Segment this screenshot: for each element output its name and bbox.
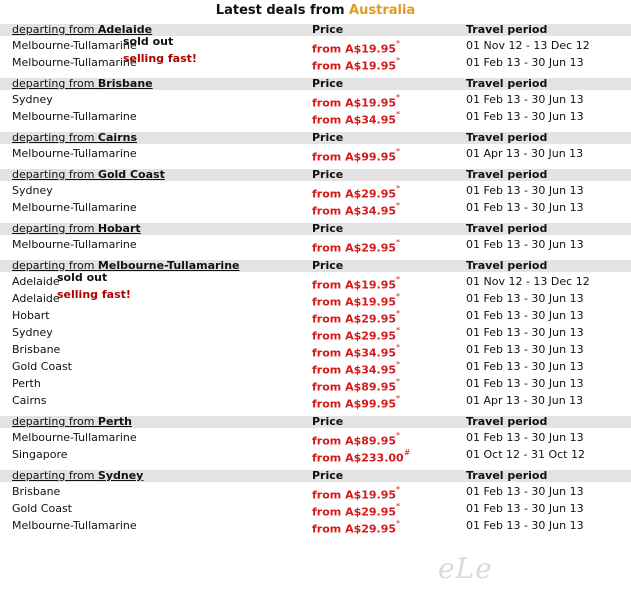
availability-note: sold out [123,35,174,48]
destination: Melbourne-Tullamarine [12,238,137,251]
fare-price[interactable]: from A$99.95* [312,147,401,164]
fare-price[interactable]: from A$19.95* [312,93,401,110]
deal-row[interactable] [0,90,631,110]
fare-price[interactable]: from A$29.95* [312,309,401,326]
fare-price[interactable]: from A$29.95* [312,326,401,343]
deal-row[interactable] [0,482,631,502]
travel-period: 01 Feb 13 - 30 Jun 13 [466,377,584,390]
deal-row[interactable] [0,52,631,73]
deal-row[interactable] [0,499,631,519]
destination: Sydney [12,326,53,339]
section-header [0,24,631,36]
fare-footnote-mark: * [396,394,401,403]
price-column-header: Price [312,168,344,181]
price-column-header: Price [312,131,344,144]
deal-row[interactable] [0,323,631,343]
travel-period-column-header: Travel period [466,469,548,482]
deal-row[interactable] [0,340,631,360]
deal-row[interactable] [0,391,631,411]
travel-period: 01 Feb 13 - 30 Jun 13 [466,343,584,356]
deal-row[interactable] [0,428,631,448]
fare-footnote-mark: * [396,377,401,386]
destination: Hobart [12,309,50,322]
fare-footnote-mark: * [396,238,401,247]
fare-footnote-mark: # [403,448,411,457]
destination: Sydney [12,93,53,106]
fare-price[interactable]: from A$34.95* [312,360,401,377]
deal-row[interactable] [0,198,631,218]
fare-price[interactable]: from A$233.00# [312,448,411,465]
destination: Cairns [12,394,47,407]
travel-period-column-header: Travel period [466,23,548,36]
fare-footnote-mark: * [396,519,401,528]
departing-from-link[interactable]: departing from Melbourne-Tullamarine [12,259,240,272]
destination: Melbourne-Tullamarine [12,110,137,123]
fare-price[interactable]: from A$19.95* [312,485,401,502]
departing-from-link[interactable]: departing from Sydney [12,469,144,482]
fare-footnote-mark: * [396,275,401,284]
destination: Adelaide [12,292,60,305]
destination: Brisbane [12,343,61,356]
destination: Singapore [12,448,68,461]
fare-footnote-mark: * [396,502,401,511]
destination: Melbourne-Tullamarine [12,147,137,160]
deals-table [0,24,631,541]
availability-note: selling fast! [123,52,197,65]
fare-footnote-mark: * [396,93,401,102]
destination: Melbourne-Tullamarine [12,201,137,214]
deal-row[interactable] [0,144,631,164]
deal-row[interactable] [0,35,631,56]
deal-row[interactable] [0,107,631,127]
price-column-header: Price [312,23,344,36]
travel-period: 01 Feb 13 - 30 Jun 13 [466,502,584,515]
watermark: eLe [438,552,493,585]
travel-period: 01 Feb 13 - 30 Jun 13 [466,184,584,197]
departing-from-link[interactable]: departing from Gold Coast [12,168,165,181]
destination: Gold Coast [12,502,72,515]
fare-price[interactable]: from A$29.95* [312,519,401,536]
page-title [0,0,631,24]
travel-period: 01 Feb 13 - 30 Jun 13 [466,326,584,339]
travel-period: 01 Feb 13 - 30 Jun 13 [466,485,584,498]
fare-footnote-mark: * [396,201,401,210]
fare-price[interactable]: from A$89.95* [312,431,401,448]
travel-period-column-header: Travel period [466,222,548,235]
page-title-prefix: Latest deals from [215,3,350,18]
travel-period: 01 Feb 13 - 30 Jun 13 [466,201,584,214]
fare-footnote-mark: * [396,39,401,48]
section-header [0,223,631,235]
fare-price[interactable]: from A$99.95* [312,394,401,411]
fare-footnote-mark: * [396,56,401,65]
travel-period-column-header: Travel period [466,415,548,428]
travel-period-column-header: Travel period [466,259,548,272]
fare-footnote-mark: * [396,147,401,156]
departing-from-link[interactable]: departing from Adelaide [12,23,153,36]
fare-price[interactable]: from A$34.95* [312,343,401,360]
travel-period: 01 Feb 13 - 30 Jun 13 [466,93,584,106]
fare-price[interactable]: from A$19.95* [312,275,401,292]
travel-period-column-header: Travel period [466,77,548,90]
deal-row[interactable] [0,374,631,394]
destination: Gold Coast [12,360,72,373]
travel-period: 01 Feb 13 - 30 Jun 13 [466,431,584,444]
page-title-country: Australia [349,3,416,18]
destination: Melbourne-Tullamarine [12,39,137,52]
fare-footnote-mark: * [396,326,401,335]
travel-period: 01 Feb 13 - 30 Jun 13 [466,360,584,373]
section-header [0,78,631,90]
travel-period-column-header: Travel period [466,168,548,181]
fare-price[interactable]: from A$19.95* [312,56,401,73]
fare-footnote-mark: * [396,431,401,440]
travel-period: 01 Apr 13 - 30 Jun 13 [466,394,584,407]
fare-footnote-mark: * [396,485,401,494]
fare-footnote-mark: * [396,360,401,369]
travel-period: 01 Feb 13 - 30 Jun 13 [466,56,584,69]
destination: Melbourne-Tullamarine [12,519,137,532]
availability-note: sold out [57,271,108,284]
fare-footnote-mark: * [396,292,401,301]
section-header [0,169,631,181]
destination: Sydney [12,184,53,197]
fare-footnote-mark: * [396,343,401,352]
deal-row[interactable] [0,235,631,255]
price-column-header: Price [312,222,344,235]
section-header [0,132,631,144]
destination: Adelaide [12,275,60,288]
deal-row[interactable] [0,288,631,309]
price-column-header: Price [312,469,344,482]
travel-period-column-header: Travel period [466,131,548,144]
deal-row[interactable] [0,516,631,536]
deal-row[interactable] [0,445,631,465]
deal-row[interactable] [0,181,631,201]
fare-price[interactable]: from A$89.95* [312,377,401,394]
section-header [0,416,631,428]
destination: Melbourne-Tullamarine [12,431,137,444]
fare-footnote-mark: * [396,110,401,119]
fare-price[interactable]: from A$34.95* [312,201,401,218]
fare-price[interactable]: from A$29.95* [312,238,401,255]
fare-price[interactable]: from A$19.95* [312,39,401,56]
travel-period: 01 Feb 13 - 30 Jun 13 [466,238,584,251]
travel-period: 01 Oct 12 - 31 Oct 12 [466,448,585,461]
fare-price[interactable]: from A$29.95* [312,502,401,519]
travel-period: 01 Nov 12 - 13 Dec 12 [466,275,590,288]
departing-from-link[interactable]: departing from Cairns [12,131,137,144]
deal-row[interactable] [0,357,631,377]
fare-price[interactable]: from A$19.95* [312,292,401,309]
departing-from-link[interactable]: departing from Perth [12,415,132,428]
section-header [0,470,631,482]
travel-period: 01 Feb 13 - 30 Jun 13 [466,110,584,123]
price-column-header: Price [312,259,344,272]
fare-price[interactable]: from A$29.95* [312,184,401,201]
travel-period: 01 Feb 13 - 30 Jun 13 [466,519,584,532]
destination: Perth [12,377,41,390]
travel-period: 01 Apr 13 - 30 Jun 13 [466,147,584,160]
fare-footnote-mark: * [396,184,401,193]
fare-footnote-mark: * [396,309,401,318]
fare-price[interactable]: from A$34.95* [312,110,401,127]
availability-note: selling fast! [57,288,131,301]
price-column-header: Price [312,77,344,90]
destination: Melbourne-Tullamarine [12,56,137,69]
travel-period: 01 Feb 13 - 30 Jun 13 [466,309,584,322]
travel-period: 01 Feb 13 - 30 Jun 13 [466,292,584,305]
departing-from-link[interactable]: departing from Brisbane [12,77,153,90]
deal-row[interactable] [0,306,631,326]
price-column-header: Price [312,415,344,428]
travel-period: 01 Nov 12 - 13 Dec 12 [466,39,590,52]
departing-from-link[interactable]: departing from Hobart [12,222,141,235]
destination: Brisbane [12,485,61,498]
